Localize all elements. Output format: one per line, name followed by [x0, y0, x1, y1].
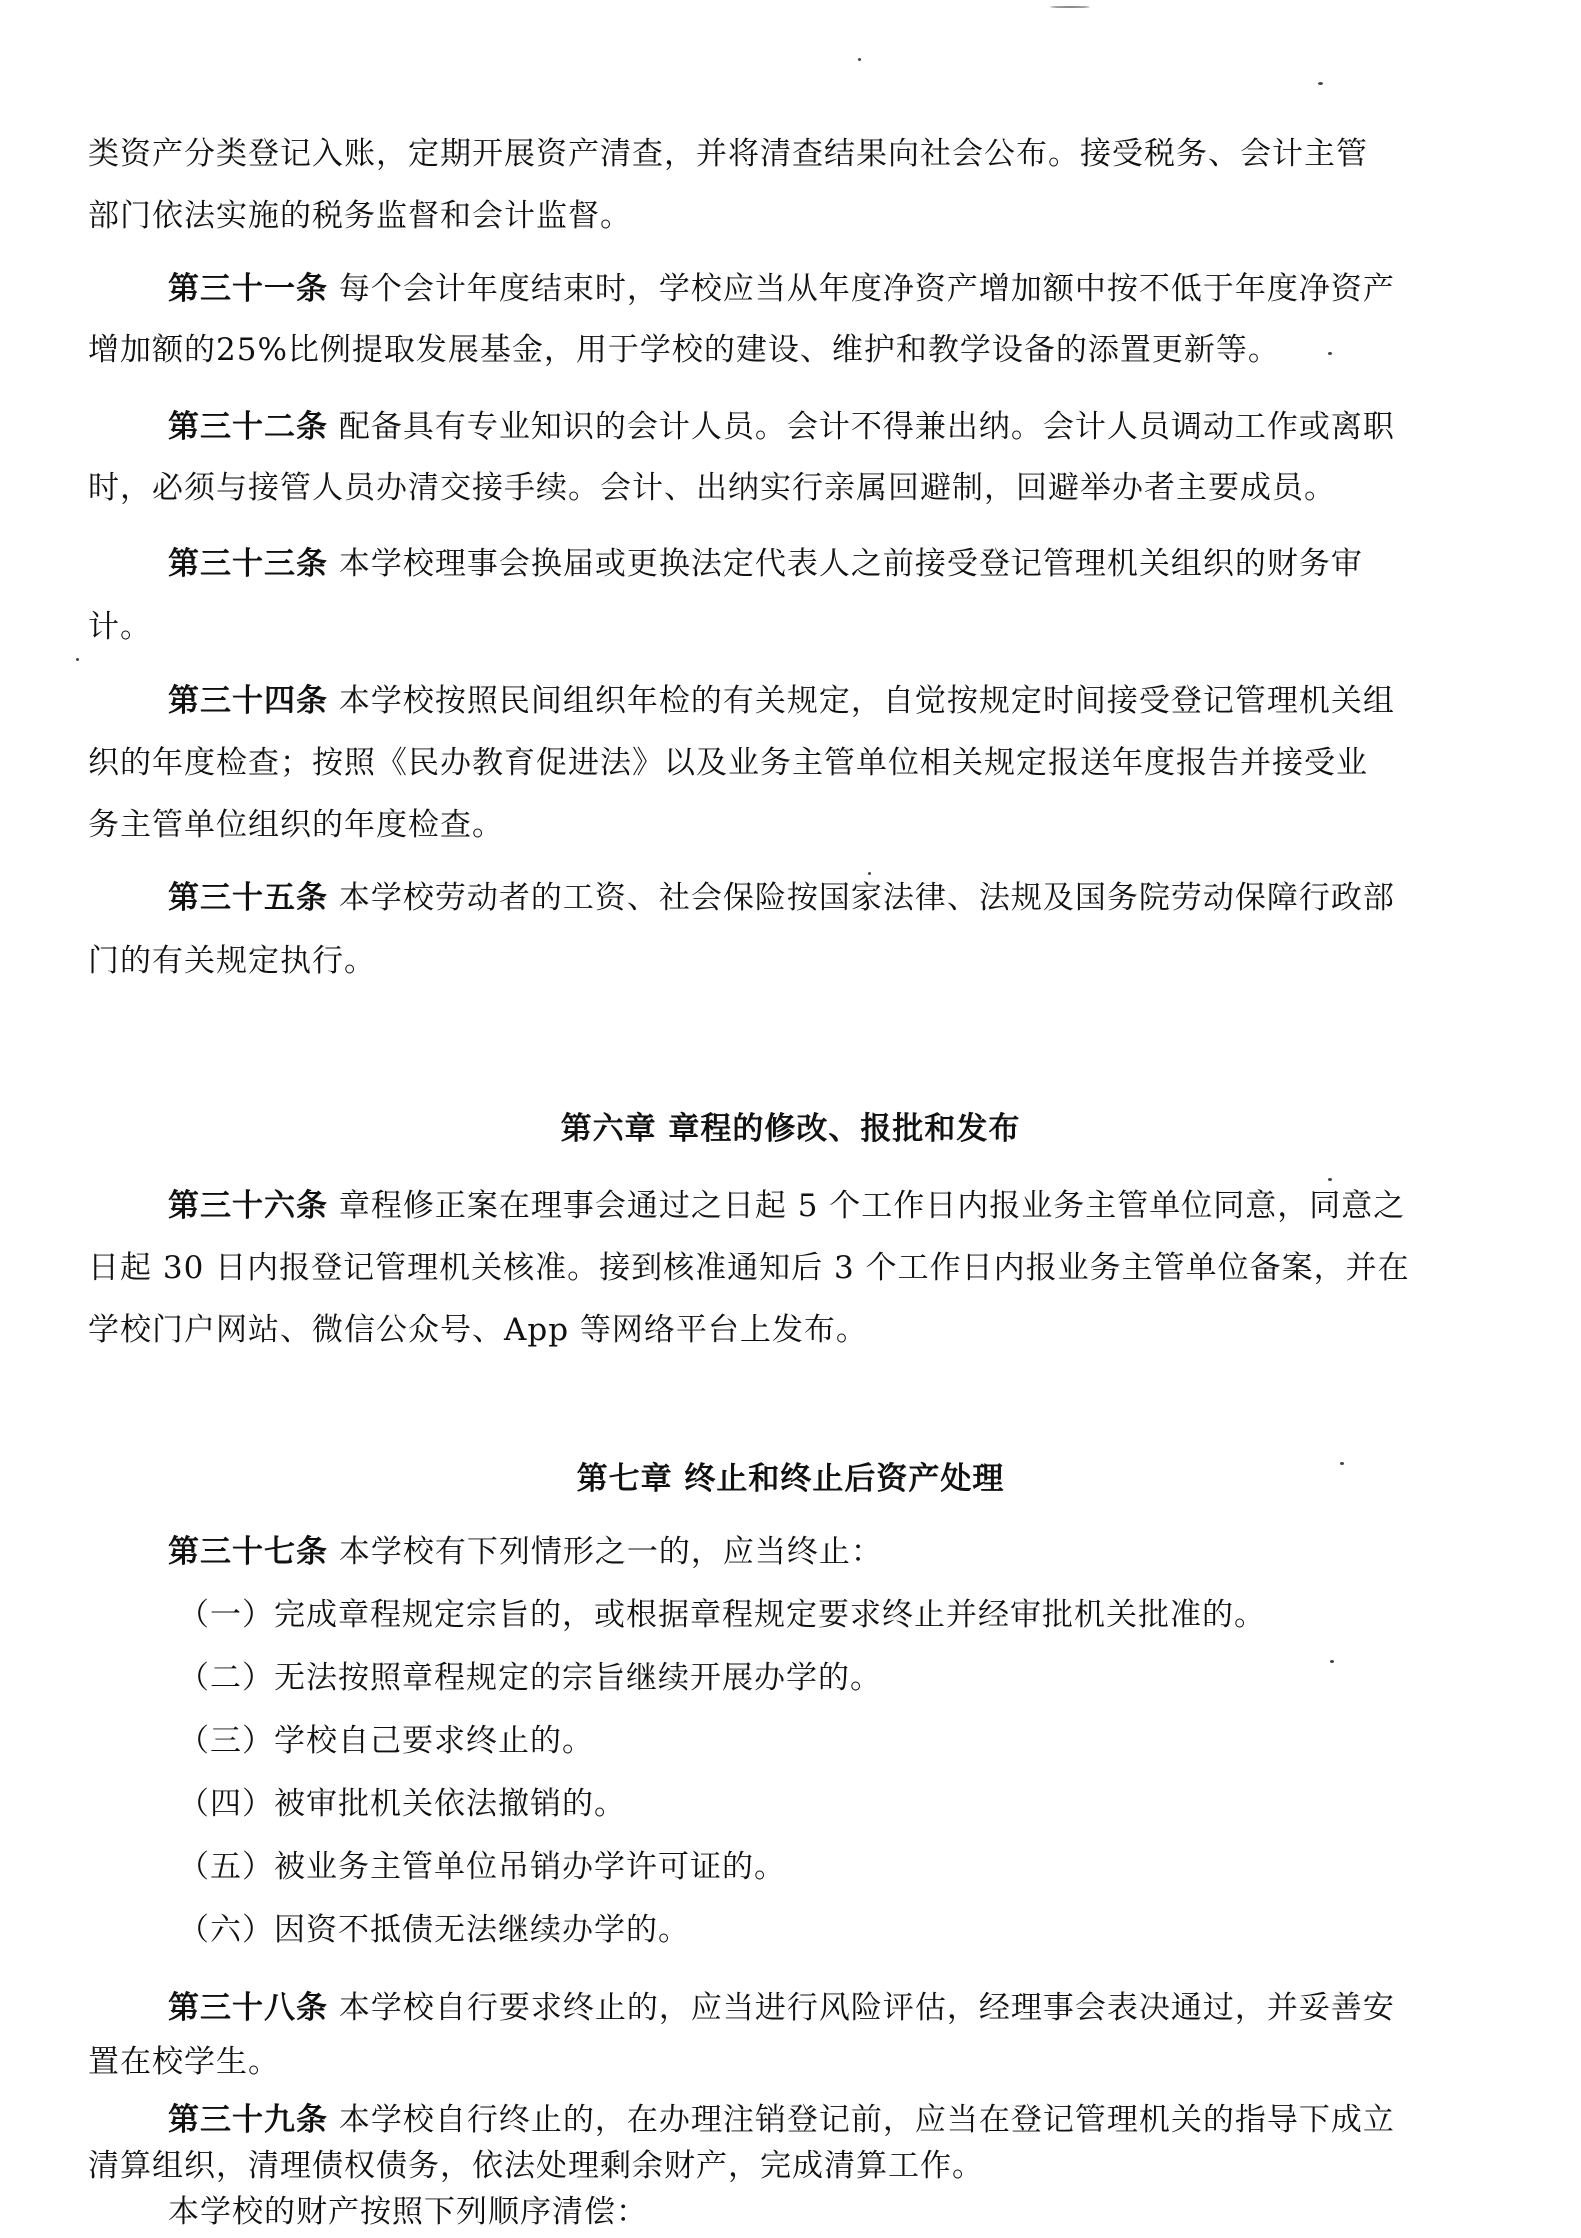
list-item: （五）被业务主管单位吊销办学许可证的。	[178, 1849, 786, 1885]
article-text: 本学校自行要求终止的，应当进行风险评估，经理事会表决通过，并妥善安	[328, 1990, 1395, 2026]
text-line: 织的年度检查；按照《民办教育促进法》以及业务主管单位相关规定报送年度报告并接受业	[88, 745, 1368, 781]
article-text: 章程修正案在理事会通过之日起 5 个工作日内报业务主管单位同意，同意之	[328, 1188, 1406, 1224]
text-line: 日起 30 日内报登记管理机关核准。接到核准通知后 3 个工作日内报业务主管单位备案，并在	[88, 1250, 1410, 1286]
chapter-6-title: 第六章 章程的修改、报批和发布	[560, 1111, 1021, 1147]
text-line: 类资产分类登记入账，定期开展资产清查，并将清查结果向社会公布。接受税务、会计主管	[88, 136, 1368, 172]
article-text: 本学校劳动者的工资、社会保险按国家法律、法规及国务院劳动保障行政部	[328, 880, 1395, 916]
article-text: 本学校理事会换届或更换法定代表人之前接受登记管理机关组织的财务审	[328, 546, 1363, 582]
list-item: （一）完成章程规定宗旨的，或根据章程规定要求终止并经审批机关批准的。	[178, 1597, 1266, 1633]
article-number: 第三十六条	[168, 1188, 328, 1224]
scan-speck	[1328, 1178, 1332, 1181]
text-line: 计。	[88, 609, 152, 645]
article-34-line	[168, 681, 1395, 721]
article-number: 第三十二条	[168, 409, 328, 445]
article-31-line	[168, 269, 1395, 309]
text-line: 务主管单位组织的年度检查。	[88, 807, 504, 843]
list-item: （四）被审批机关依法撤销的。	[178, 1786, 626, 1822]
chapter-7-title: 第七章 终止和终止后资产处理	[576, 1461, 1005, 1497]
text-line: 门的有关规定执行。	[88, 943, 376, 979]
article-number: 第三十九条	[168, 2102, 328, 2138]
article-text: 本学校自行终止的，在办理注销登记前，应当在登记管理机关的指导下成立	[328, 2102, 1395, 2138]
article-number: 第三十七条	[168, 1534, 328, 1570]
article-number: 第三十八条	[168, 1990, 328, 2026]
article-39-line	[168, 2100, 1395, 2140]
article-38-line	[168, 1988, 1395, 2028]
article-32-line	[168, 407, 1395, 447]
scan-speck	[76, 658, 79, 661]
scan-mark	[1050, 6, 1090, 8]
list-item: （六）因资不抵债无法继续办学的。	[178, 1912, 690, 1948]
list-item: （三）学校自己要求终止的。	[178, 1723, 594, 1759]
scan-speck	[868, 872, 871, 875]
article-36-line	[168, 1186, 1405, 1226]
scan-speck	[1330, 1660, 1334, 1663]
closing-line: 本学校的财产按照下列顺序清偿：	[168, 2194, 648, 2230]
article-33-line	[168, 544, 1363, 584]
article-text: 每个会计年度结束时，学校应当从年度净资产增加额中按不低于年度净资产	[328, 271, 1395, 307]
article-number: 第三十五条	[168, 880, 328, 916]
scan-speck	[1340, 1462, 1344, 1465]
article-number: 第三十三条	[168, 546, 328, 582]
scan-speck	[1318, 82, 1323, 85]
text-line: 增加额的25%比例提取发展基金，用于学校的建设、维护和教学设备的添置更新等。	[88, 332, 1280, 368]
text-line: 部门依法实施的税务监督和会计监督。	[88, 198, 632, 234]
scan-speck	[858, 58, 861, 61]
article-35-line	[168, 878, 1395, 918]
list-item: （二）无法按照章程规定的宗旨继续开展办学的。	[178, 1660, 882, 1696]
article-text: 配备具有专业知识的会计人员。会计不得兼出纳。会计人员调动工作或离职	[328, 409, 1395, 445]
text-line: 学校门户网站、微信公众号、App 等网络平台上发布。	[88, 1312, 868, 1348]
article-37-line	[168, 1532, 883, 1572]
text-line: 置在校学生。	[88, 2044, 280, 2080]
text-line: 清算组织，清理债权债务，依法处理剩余财产，完成清算工作。	[88, 2148, 984, 2184]
text-line: 时，必须与接管人员办清交接手续。会计、出纳实行亲属回避制，回避举办者主要成员。	[88, 470, 1336, 506]
scan-speck	[1328, 352, 1332, 355]
article-number: 第三十一条	[168, 271, 328, 307]
article-text: 本学校有下列情形之一的，应当终止：	[328, 1534, 883, 1570]
article-number: 第三十四条	[168, 683, 328, 719]
article-text: 本学校按照民间组织年检的有关规定，自觉按规定时间接受登记管理机关组	[328, 683, 1395, 719]
